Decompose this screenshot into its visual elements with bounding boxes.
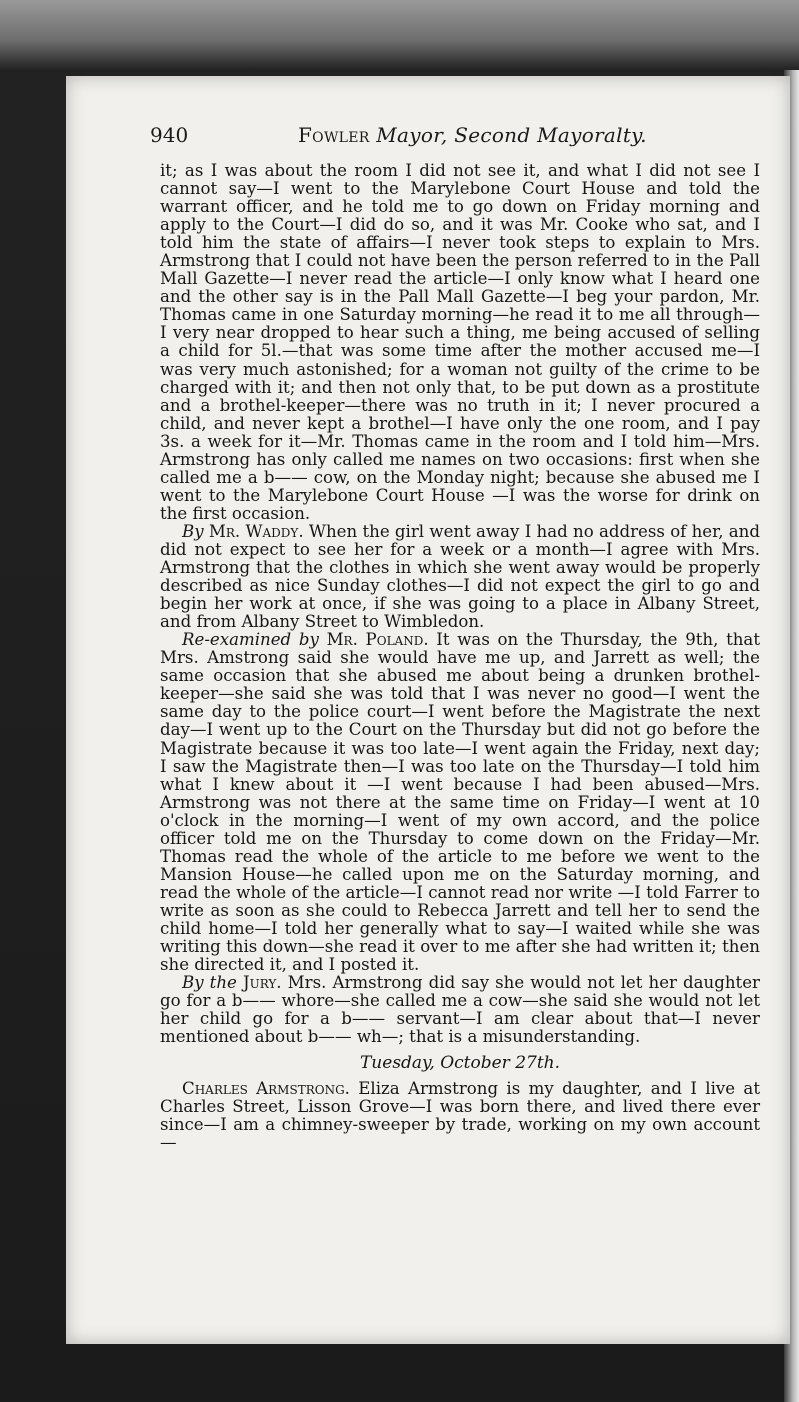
running-head-title: Mayor, Second Mayoralty.	[376, 123, 647, 147]
paragraph-text: Mrs. Armstrong did say she would not let her daughter go for a b—— whore—she called me a cow—she said she would not let her child go for a b—— servant—I am clear about that—I never mentioned about b—— wh—; that is a misunderstanding.	[160, 973, 760, 1047]
page-sheet	[66, 76, 790, 1344]
date-heading: Tuesday, October 27th.	[359, 1053, 561, 1074]
speaker-lead: By	[182, 521, 204, 541]
speaker-name: Jury.	[242, 973, 282, 993]
speaker-name: Mr. Poland.	[326, 630, 429, 650]
page-number: 940	[150, 123, 189, 147]
paragraph-continuation: it; as I was about the room I did not see it, and what I did not see I cannot say—I went to the Marylebone Court House and told the warrant officer, and he told me to go down on Friday morning and apply to the Court—I did do so, and it was Mr. Cooke who sat, and I told him the state of affairs—I never took steps to explain to Mrs. Armstrong that I could not have been the person referred to in the Pall Mall Gazette—I never read the article—I only know what I heard one and the other say is in the Pall Mall Gazette—I beg your pardon, Mr. Thomas came in one Saturday morning—he read it to me all through—I very near dropped to hear such a thing, me being accused of selling a child for 5l.—that was some time after the mother accused me—I was very much astonished; for a woman not guilty of the crime to be charged with it; and then not only that, to be put down as a prostitute and a brothel-keeper—there was no truth in it; I never procured a child, and never kept a brothel—I have only the one room, and I pay 3s. a week for it—Mr. Thomas came in the room and I told him—Mrs. Armstrong has only called me names on two occasions: first when she called me a b—— cow, on the Monday night; because she abused me I went to the Marylebone Court House —I was the worse for drink on the first occasion.	[160, 161, 760, 523]
page-body	[160, 162, 760, 1153]
paragraph-witness	[160, 1080, 760, 1152]
paragraph-cross-examination	[160, 523, 760, 631]
speaker-lead: By the	[182, 973, 237, 993]
speaker-lead: Re-examined by	[182, 630, 319, 650]
paragraph-jury	[160, 974, 760, 1046]
paragraph-text: When the girl went away I had no address of her, and did not expect to see her for a week or a month—I agree with Mrs. Armstrong that the clothes in which she went away would be properly described as nice Sunday clothes—I did not expect the girl to go and begin her work at once, if she was going to a place in Albany Street, and from Albany Street to Wimbledon.	[160, 521, 760, 632]
speaker-name: Mr. Waddy.	[208, 521, 304, 541]
paragraph-text: It was on the Thursday, the 9th, that Mrs. Amstrong said she would have me up, and Jarrett as well; the same occasion that she abused me about being a drunken brothel-keeper—she said she was told that I was never no good—I went the same day to the police court—I went before the Magistrate the next day—I went up to the Court on the Thursday but did not go before the Magistrate because it was too late—I went again the Friday, next day; I saw the Magistrate then—I was too late on the Thursday—I told him what I knew about it —I went because I had been abused—Mrs. Armstrong was not there at the same time on Friday—I went at 10 o'clock in the morning—I went of my own accord, and the police officer told me on the Thursday to come down on the Friday—Mr. Thomas read the whole of the article to me before we went to the Mansion House—he called upon me on the Saturday morning, and read the whole of the article—I cannot read nor write —I told Farrer to write as soon as she could to Rebecca Jarrett and tell her to send the child home—I told her generally what to say—I waited while she was writing this down—she read it over to me after she had written it; then she directed it, and I posted it.	[160, 630, 760, 975]
paragraph-re-examination	[160, 631, 760, 974]
paragraph-text: Eliza Armstrong is my daughter, and I live at Charles Street, Lisson Grove—I was born there, and lived there ever since—I am a chimney-sweeper by trade, working on my own account—	[160, 1079, 760, 1153]
running-head	[298, 123, 647, 147]
witness-name: Charles Armstrong.	[182, 1079, 350, 1099]
running-head-name: Fowler	[298, 123, 370, 147]
